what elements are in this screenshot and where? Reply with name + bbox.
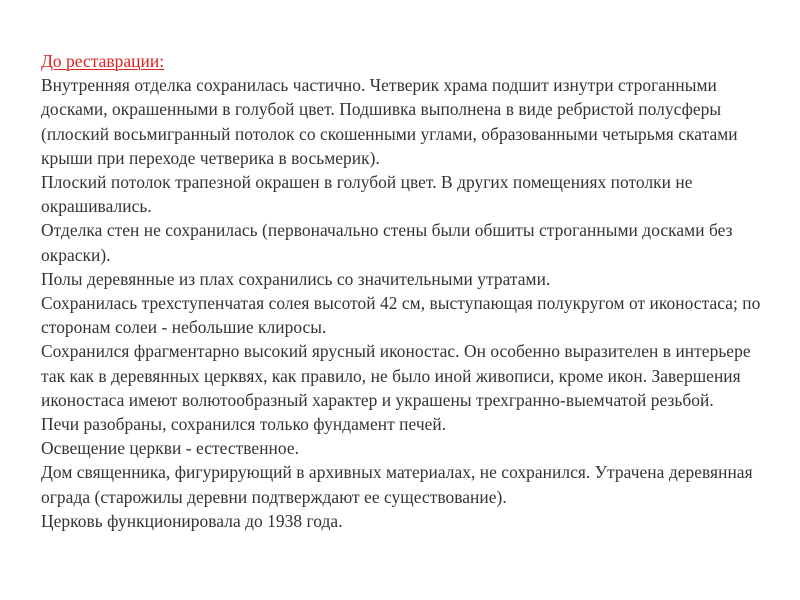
paragraph-priest-house: Дом священника, фигурирующий в архивных материалах, не сохранился. Утрачена деревянная ограда (старожилы деревни подтверждают ее существование). [41,462,753,507]
paragraph-lighting: Освещение церкви - естественное. [41,438,300,459]
paragraph-stoves: Печи разобраны, сохранился только фундамент печей. [41,414,447,435]
paragraph-iconostasis: Сохранился фрагментарно высокий ярусный иконостас. Он особенно выразителен в интерьере так как в деревянных церквях, как правило, не было иной живописи, кроме икон. Завершения иконостаса имеют волютообразный характер и украшены трехгранно-выемчатой резьбой. [41,341,751,410]
text-block [41,49,776,533]
heading-before-restoration: До реставрации: [41,51,165,71]
paragraph-church-operation: Церковь функционировала до 1938 года. [41,510,343,531]
paragraph-refectory-ceiling: Плоский потолок трапезной окрашен в голубой цвет. В других помещениях потолки не окрашивались. [41,172,693,217]
paragraph-solea: Сохранилась трехступенчатая солея высотой 42 см, выступающая полукругом от иконостаса; по сторонам солеи - небольшие клиросы. [41,293,761,338]
paragraph-interior-finish: Внутренняя отделка сохранилась частично. Четверик храма подшит изнутри строганными досками, окрашенными в голубой цвет. Подшивка выполнена в виде ребристой полусферы (плоский восьмигранный потолок со скошенными углами, образованными четырьмя скатами крыши при переходе четверика в восьмерик). [41,75,738,168]
paragraph-floors: Полы деревянные из плах сохранились со значительными утратами. [41,268,551,289]
paragraph-wall-finish: Отделка стен не сохранилась (первоначально стены были обшиты строганными досками без окраски). [41,220,733,265]
